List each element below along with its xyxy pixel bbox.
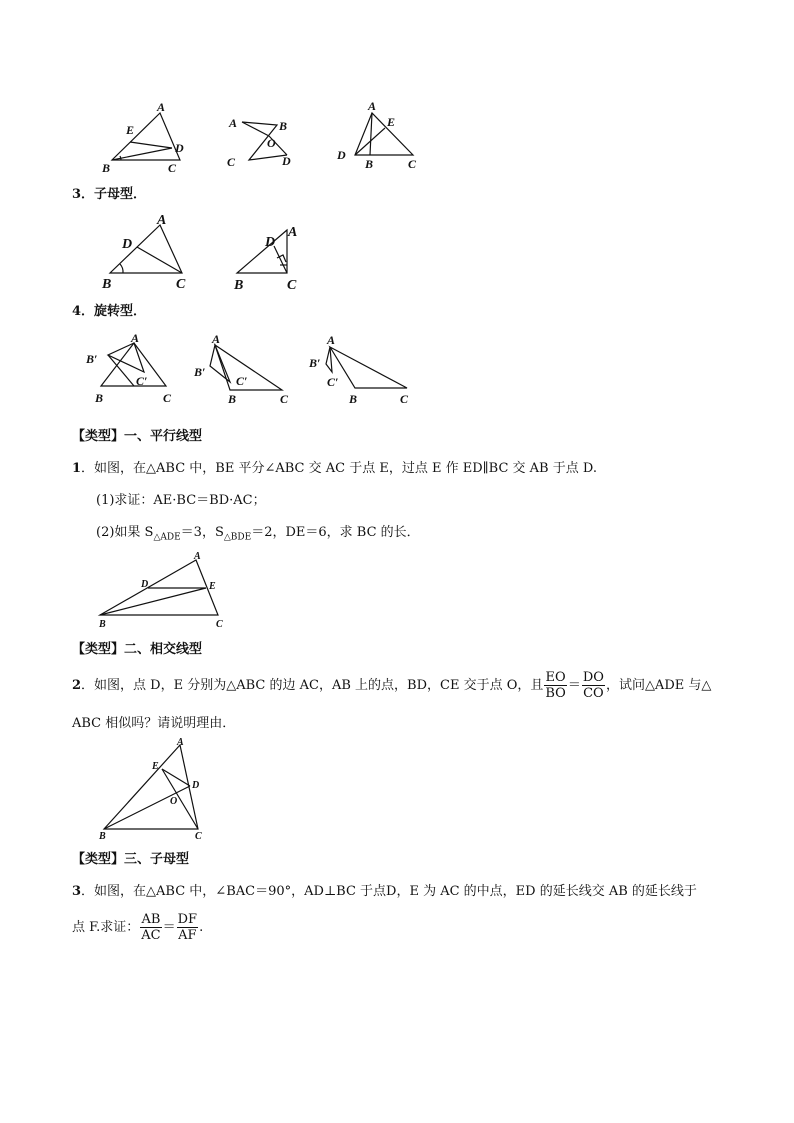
label-b: B [349, 392, 358, 406]
figure-zimu-2 [232, 218, 312, 296]
part2-text-a: (2)如果 S [96, 525, 154, 540]
heading-type1: 【类型】一、平行线型 [72, 429, 203, 444]
question-text: 点 F.求证： [72, 920, 140, 935]
figure-rotate-3 [305, 330, 415, 410]
label-b: B [99, 619, 106, 630]
label-a: A [177, 737, 184, 748]
period: . [199, 920, 204, 935]
question-1-part2 [96, 524, 420, 547]
fraction-denominator: AC [141, 928, 161, 943]
figure-row1-crossed-triangle [335, 98, 430, 178]
label-d: D [192, 780, 200, 791]
label-cp: C′ [236, 374, 248, 388]
fraction-df-af [177, 912, 198, 943]
label-b: B [234, 278, 244, 293]
label-b: B [279, 119, 288, 133]
question-number: 3 [72, 884, 82, 899]
label-a: A [212, 332, 221, 346]
question-2-line2: ABC 相似吗？请说明理由． [72, 716, 236, 731]
fraction-denominator: AF [178, 928, 197, 943]
figure-question-1 [92, 548, 232, 630]
label-a: A [327, 333, 336, 347]
label-b: B [365, 157, 374, 171]
label-c: C [400, 392, 409, 406]
label-c: C [280, 392, 289, 406]
fraction-numerator: DO [582, 670, 604, 685]
label-bp: B′ [86, 352, 98, 366]
fraction-denominator: BO [545, 686, 566, 701]
question-1-stem [72, 460, 597, 478]
label-a: A [131, 331, 140, 345]
fraction-numerator: AB [141, 912, 161, 927]
question-text: ．如图，点 D，E 分别为△ABC 的边 AC，AB 上的点，BD，CE 交于点 O，且 [81, 678, 544, 693]
heading-type3: 【类型】三、子母型 [72, 852, 190, 867]
label-b: B [102, 277, 112, 292]
figure-rotate-1 [86, 330, 186, 410]
label-a: A [368, 99, 377, 113]
label-d: D [122, 237, 133, 252]
label-c: C [287, 278, 297, 293]
label-bp: B′ [309, 356, 321, 370]
label-c: C [227, 155, 236, 169]
part2-text-b: ＝3，S [180, 525, 224, 540]
label-a: A [288, 225, 298, 240]
fraction-numerator: DF [177, 912, 198, 927]
area-subscript-ade: △ADE [153, 532, 181, 543]
label-d: D [282, 154, 291, 168]
label-c: C [176, 277, 186, 292]
fraction-ab-ac [140, 912, 161, 943]
label-c: C [163, 391, 172, 405]
label-a: A [194, 551, 201, 562]
equals-sign: ＝ [162, 920, 176, 935]
label-d: D [337, 148, 346, 162]
area-subscript-bde: △BDE [223, 532, 252, 543]
label-d: D [265, 235, 276, 250]
label-a: A [157, 100, 166, 114]
label-c: C [216, 619, 223, 630]
heading-type2: 【类型】二、相交线型 [72, 642, 203, 657]
fraction-eo-bo [544, 670, 566, 701]
label-cp: C′ [136, 374, 148, 388]
label-o: O [170, 796, 178, 807]
label-b: B [228, 392, 237, 406]
figure-row1-triangle-ede [100, 98, 200, 178]
label-bp: B′ [194, 365, 206, 379]
fraction-numerator: EO [545, 670, 566, 685]
figure-zimu-1 [100, 210, 200, 295]
equals-sign: ＝ [567, 678, 581, 693]
label-b: B [102, 161, 111, 175]
figure-question-2 [92, 733, 222, 843]
label-o: O [267, 136, 276, 150]
label-e: E [152, 761, 159, 772]
question-text: ．如图，在△ABC 中，∠BAC＝90°，AD⊥BC 于点D，E 为 AC 的中点，ED 的延长线交 AB 的延长线于 [81, 884, 697, 899]
question-text: ．如图，在△ABC 中，BE 平分∠ABC 交 AC 于点 E，过点 E 作 ED∥BC 交 AB 于点 D. [81, 461, 597, 476]
fraction-do-co [582, 670, 605, 701]
figure-row1-hourglass [225, 110, 305, 170]
heading-zimu: 3．子母型． [72, 187, 147, 202]
question-1-part1: (1)求证：AE·BC＝BD·AC； [96, 493, 266, 508]
heading-rotate: 4．旋转型． [72, 304, 147, 319]
label-b: B [99, 831, 106, 842]
label-b: B [95, 391, 104, 405]
label-c: C [195, 831, 202, 842]
label-d: D [175, 141, 184, 155]
label-e: E [126, 123, 135, 137]
label-a: A [157, 213, 167, 228]
figure-rotate-2 [190, 330, 300, 410]
question-2-line1 [72, 670, 711, 702]
label-a: A [229, 116, 238, 130]
label-c: C [408, 157, 417, 171]
question-text-end: ，试问△ADE 与△ [605, 678, 712, 693]
label-c: C [168, 161, 177, 175]
label-e: E [387, 115, 396, 129]
label-e: E [209, 581, 216, 592]
question-3-line2 [72, 910, 203, 946]
question-number: 2 [72, 678, 82, 693]
fraction-denominator: CO [583, 686, 604, 701]
label-d: D [141, 579, 149, 590]
question-number: 1 [72, 461, 82, 476]
part2-text-c: ＝2，DE＝6，求 BC 的长． [251, 525, 420, 540]
question-3-line1 [72, 883, 697, 901]
label-cp: C′ [327, 375, 339, 389]
